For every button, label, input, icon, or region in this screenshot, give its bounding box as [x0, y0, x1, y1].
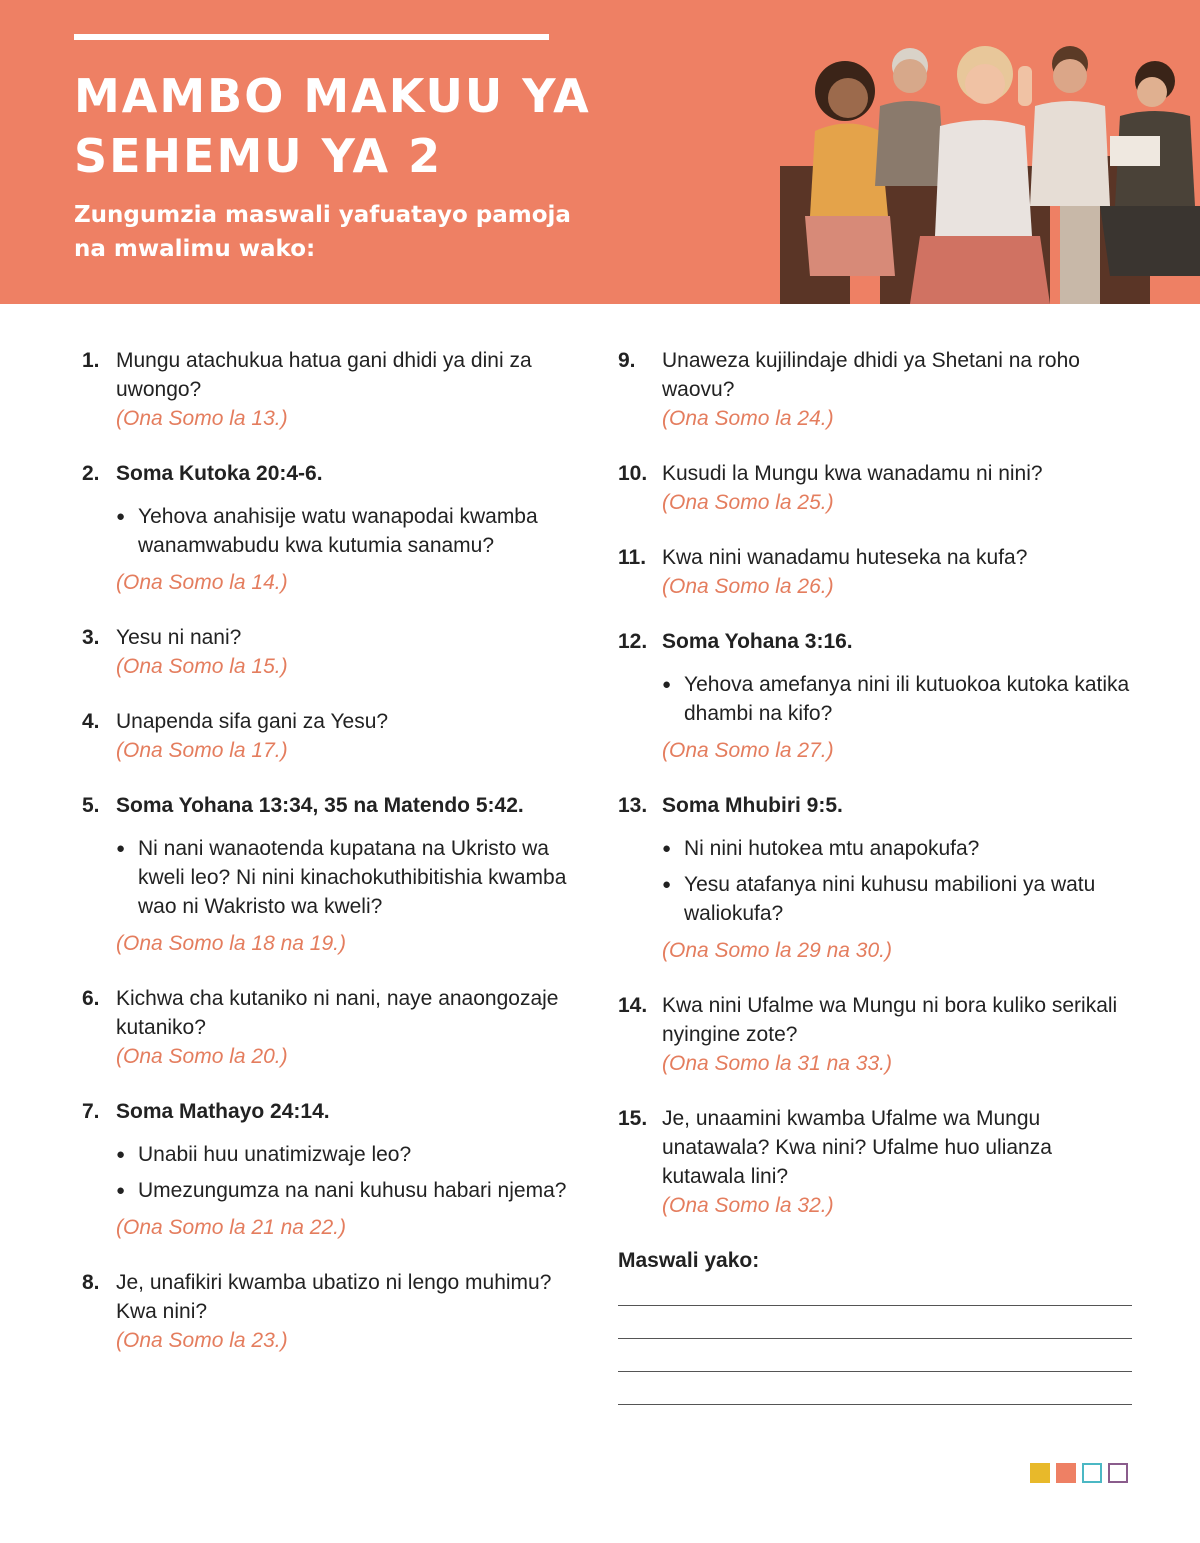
question-text: Kichwa cha kutaniko ni nani, naye anaongozaje kutaniko? [116, 987, 559, 1039]
question-text: Soma Yohana 3:16. [662, 630, 853, 653]
section-indicator [1030, 1463, 1128, 1483]
bullet-item: ● Unabii huu unatimizwaje leo? [116, 1140, 582, 1169]
question-number: 6. [82, 987, 100, 1010]
bullet-item: ● Yehova amefanya nini ili kutuokoa kutoka katika dhambi na kifo? [662, 670, 1138, 728]
question-number: 14. [618, 994, 648, 1017]
title-line-2: SEHEMU YA 2 [74, 129, 443, 183]
lesson-reference: (Ona Somo la 26.) [662, 575, 834, 598]
lesson-reference: (Ona Somo la 31 na 33.) [662, 1052, 892, 1075]
answer-line [618, 1404, 1132, 1405]
question-2 [82, 459, 582, 597]
question-10 [618, 459, 1138, 517]
question-13 [618, 791, 1138, 965]
bullet-list [662, 670, 1138, 728]
lesson-reference: (Ona Somo la 24.) [662, 407, 834, 430]
bullet-item: ● Ni nani wanaotenda kupatana na Ukristo wa kweli leo? Ni nini kinachokuthibitishia kwamba wao ni Wakristo wa kweli? [116, 834, 582, 921]
filled-square-yellow-icon [1030, 1463, 1050, 1483]
title-line-1: MAMBO MAKUU YA [74, 69, 591, 123]
your-questions-lines [618, 1305, 1138, 1405]
question-5 [82, 791, 582, 958]
bullet-item: ● Ni nini hutokea mtu anapokufa? [662, 834, 1138, 863]
page-title [74, 66, 591, 186]
lesson-reference: (Ona Somo la 20.) [116, 1045, 288, 1068]
question-text: Yesu ni nani? [116, 626, 242, 649]
lesson-reference: (Ona Somo la 15.) [116, 655, 288, 678]
lesson-reference: (Ona Somo la 14.) [116, 571, 288, 594]
answer-line [618, 1305, 1132, 1306]
question-text: Soma Mhubiri 9:5. [662, 794, 843, 817]
answer-line [618, 1338, 1132, 1339]
question-text: Kusudi la Mungu kwa wanadamu ni nini? [662, 462, 1043, 485]
questions-column-left [82, 346, 582, 1381]
question-12 [618, 627, 1138, 765]
question-text: Mungu atachukua hatua gani dhidi ya dini za uwongo? [116, 349, 532, 401]
question-1 [82, 346, 582, 433]
lesson-reference: (Ona Somo la 25.) [662, 491, 834, 514]
question-15 [618, 1104, 1138, 1220]
question-number: 15. [618, 1107, 648, 1130]
question-number: 8. [82, 1271, 100, 1294]
outlined-square-teal-icon [1082, 1463, 1102, 1483]
question-text: Je, unafikiri kwamba ubatizo ni lengo muhimu? Kwa nini? [116, 1271, 552, 1323]
question-text: Unapenda sifa gani za Yesu? [116, 710, 389, 733]
question-14 [618, 991, 1138, 1078]
question-6 [82, 984, 582, 1071]
question-text: Je, unaamini kwamba Ufalme wa Mungu unatawala? Kwa nini? Ufalme huo ulianza kutawala lini? [662, 1107, 1052, 1188]
question-text: Soma Mathayo 24:14. [116, 1100, 330, 1123]
bullet-list [116, 834, 582, 921]
people-illustration [770, 36, 1200, 304]
question-number: 2. [82, 462, 100, 485]
question-number: 11. [618, 546, 647, 569]
question-number: 3. [82, 626, 100, 649]
lesson-reference: (Ona Somo la 13.) [116, 407, 288, 430]
question-11 [618, 543, 1138, 601]
lesson-reference: (Ona Somo la 27.) [662, 739, 834, 762]
bullet-item: ● Yehova anahisije watu wanapodai kwamba wanamwabudu kwa kutumia sanamu? [116, 502, 582, 560]
lesson-reference: (Ona Somo la 17.) [116, 739, 288, 762]
questions-column-right [618, 346, 1138, 1405]
lesson-reference: (Ona Somo la 21 na 22.) [116, 1216, 346, 1239]
bullet-item: ● Yesu atafanya nini kuhusu mabilioni ya watu waliokufa? [662, 870, 1138, 928]
bullet-list [116, 502, 582, 560]
answer-line [618, 1371, 1132, 1372]
question-number: 13. [618, 794, 648, 817]
question-7 [82, 1097, 582, 1242]
question-text: Soma Kutoka 20:4-6. [116, 462, 323, 485]
question-9 [618, 346, 1138, 433]
bullet-item: ● Umezungumza na nani kuhusu habari njema? [116, 1176, 582, 1205]
bullet-list [662, 834, 1138, 928]
question-number: 1. [82, 349, 100, 372]
question-text: Soma Yohana 13:34, 35 na Matendo 5:42. [116, 794, 524, 817]
lesson-reference: (Ona Somo la 32.) [662, 1194, 834, 1217]
question-text: Unaweza kujilindaje dhidi ya Shetani na roho waovu? [662, 349, 1080, 401]
question-number: 10. [618, 462, 648, 485]
bullet-list [116, 1140, 582, 1205]
header-banner [0, 0, 1200, 304]
question-number: 7. [82, 1100, 100, 1123]
filled-square-coral-icon [1056, 1463, 1076, 1483]
question-text: Kwa nini Ufalme wa Mungu ni bora kuliko serikali nyingine zote? [662, 994, 1118, 1046]
question-number: 4. [82, 710, 100, 733]
question-number: 12. [618, 630, 648, 653]
lesson-reference: (Ona Somo la 29 na 30.) [662, 939, 892, 962]
your-questions-label: Maswali yako: [618, 1249, 760, 1272]
page-subtitle: Zungumzia maswali yafuatayo pamoja na mwalimu wako: [74, 202, 571, 262]
question-3 [82, 623, 582, 681]
lesson-reference: (Ona Somo la 18 na 19.) [116, 932, 346, 955]
question-8 [82, 1268, 582, 1355]
outlined-square-purple-icon [1108, 1463, 1128, 1483]
question-number: 5. [82, 794, 100, 817]
question-text: Kwa nini wanadamu huteseka na kufa? [662, 546, 1028, 569]
question-4 [82, 707, 582, 765]
lesson-reference: (Ona Somo la 23.) [116, 1329, 288, 1352]
header-rule [74, 34, 549, 40]
question-number: 9. [618, 349, 636, 372]
